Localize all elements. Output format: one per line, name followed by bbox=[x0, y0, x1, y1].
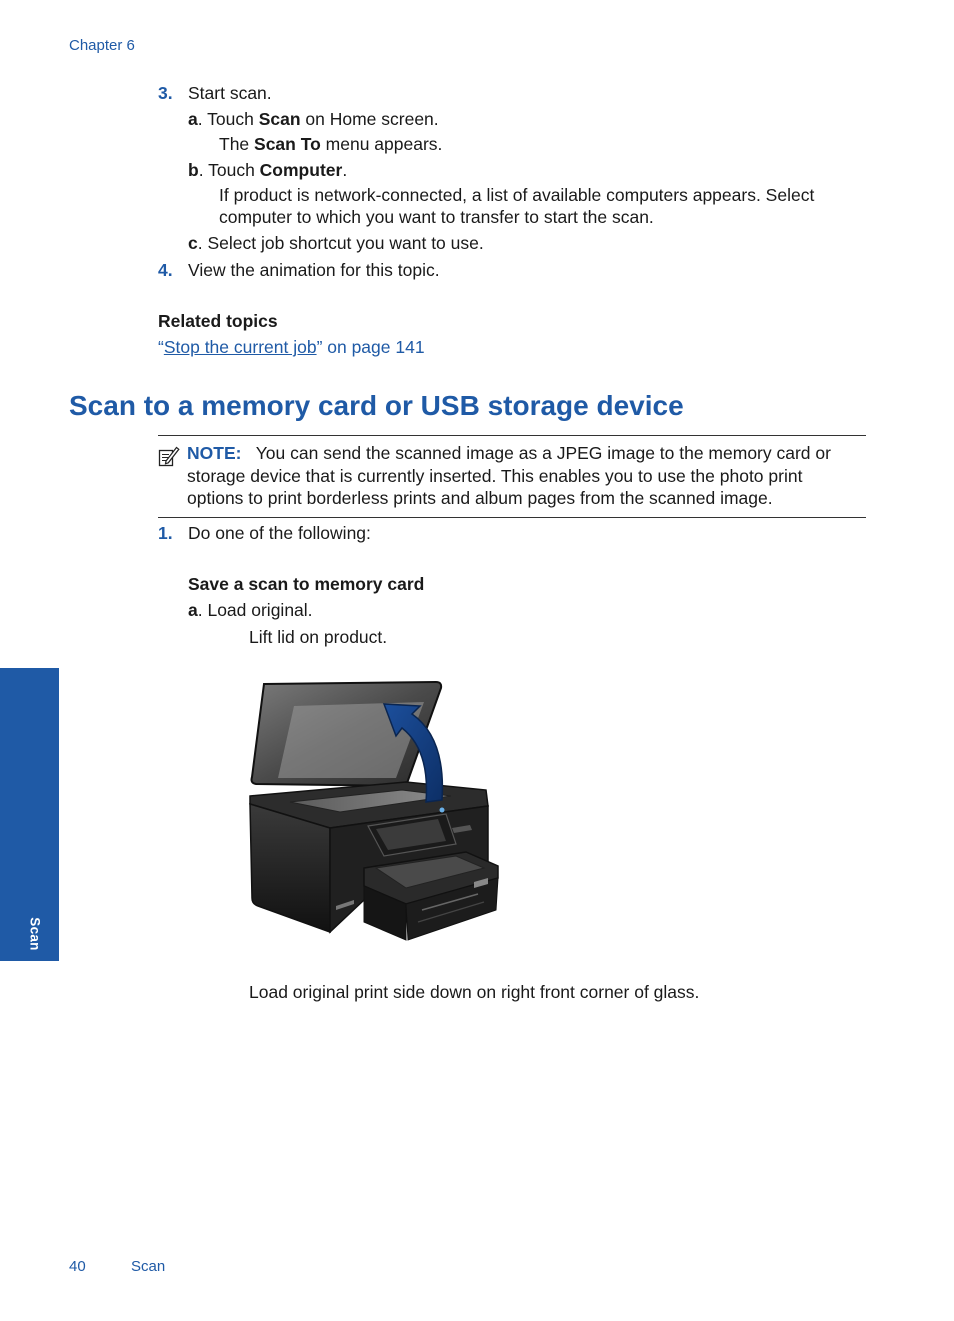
related-link-page: ” on page 141 bbox=[316, 337, 425, 357]
printer-lid-open-illustration bbox=[246, 678, 504, 944]
step-3c-text: . Select job shortcut you want to use. bbox=[197, 233, 484, 253]
load-original-instruction: Load original print side down on right front corner of glass. bbox=[249, 982, 700, 1002]
step-1-number: 1. bbox=[158, 523, 173, 543]
step-3b-post: . bbox=[342, 160, 348, 180]
note-bottom-rule bbox=[158, 517, 866, 518]
step-3c bbox=[188, 232, 484, 254]
step-1a-text: . Load original. bbox=[197, 600, 313, 620]
step-3b bbox=[188, 159, 347, 181]
step-3-text: Start scan. bbox=[188, 83, 272, 103]
step-3a-detail-pre: The bbox=[219, 134, 255, 154]
lift-lid-instruction: Lift lid on product. bbox=[249, 627, 388, 647]
note-line-1-text: You can send the scanned image as a JPEG image to the memory card or bbox=[255, 443, 831, 463]
related-link-open-quote: “ bbox=[158, 337, 164, 357]
step-3b-letter: b bbox=[188, 160, 199, 180]
step-3a-post: on Home screen. bbox=[300, 109, 439, 129]
section-title: Scan to a memory card or USB storage device bbox=[69, 390, 684, 421]
step-4-number: 4. bbox=[158, 260, 173, 280]
footer-section: Scan bbox=[131, 1258, 166, 1275]
step-3c-letter: c bbox=[188, 233, 198, 253]
page-number: 40 bbox=[69, 1258, 86, 1275]
note-top-rule bbox=[158, 435, 866, 436]
step-3b-pre: . Touch bbox=[198, 160, 260, 180]
step-3b-bold: Computer bbox=[259, 160, 343, 180]
note-pencil-icon bbox=[158, 445, 180, 467]
step-3a-detail-bold: Scan To bbox=[254, 134, 321, 154]
step-3a bbox=[188, 108, 439, 130]
step-3b-detail-line-2: computer to which you want to transfer to start the scan. bbox=[219, 207, 654, 227]
step-1a-letter: a bbox=[188, 600, 198, 620]
step-1a bbox=[188, 599, 313, 621]
step-1-text: Do one of the following: bbox=[188, 523, 371, 543]
side-tab-label: Scan bbox=[27, 917, 43, 951]
note-line-1 bbox=[187, 442, 867, 465]
step-3a-detail bbox=[219, 133, 442, 155]
note-text bbox=[187, 442, 867, 510]
save-to-memory-card-heading: Save a scan to memory card bbox=[188, 574, 425, 594]
step-3a-bold: Scan bbox=[258, 109, 301, 129]
step-3a-detail-post: menu appears. bbox=[320, 134, 443, 154]
step-4-text: View the animation for this topic. bbox=[188, 260, 440, 280]
note-label: NOTE: bbox=[187, 443, 242, 463]
related-topic-link[interactable] bbox=[158, 336, 425, 358]
related-link-text[interactable]: Stop the current job bbox=[163, 337, 317, 357]
step-3a-letter: a bbox=[188, 109, 198, 129]
step-3a-pre: . Touch bbox=[197, 109, 259, 129]
step-3b-detail-line-1: If product is network-connected, a list of available computers appears. Select bbox=[219, 185, 815, 205]
related-topics-heading: Related topics bbox=[158, 311, 278, 331]
chapter-label: Chapter 6 bbox=[69, 37, 135, 54]
step-3-number: 3. bbox=[158, 83, 173, 103]
note-line-2: storage device that is currently inserted. This enables you to use the photo print bbox=[187, 465, 803, 486]
note-line-3: options to print borderless prints and album pages from the scanned image. bbox=[187, 488, 773, 508]
